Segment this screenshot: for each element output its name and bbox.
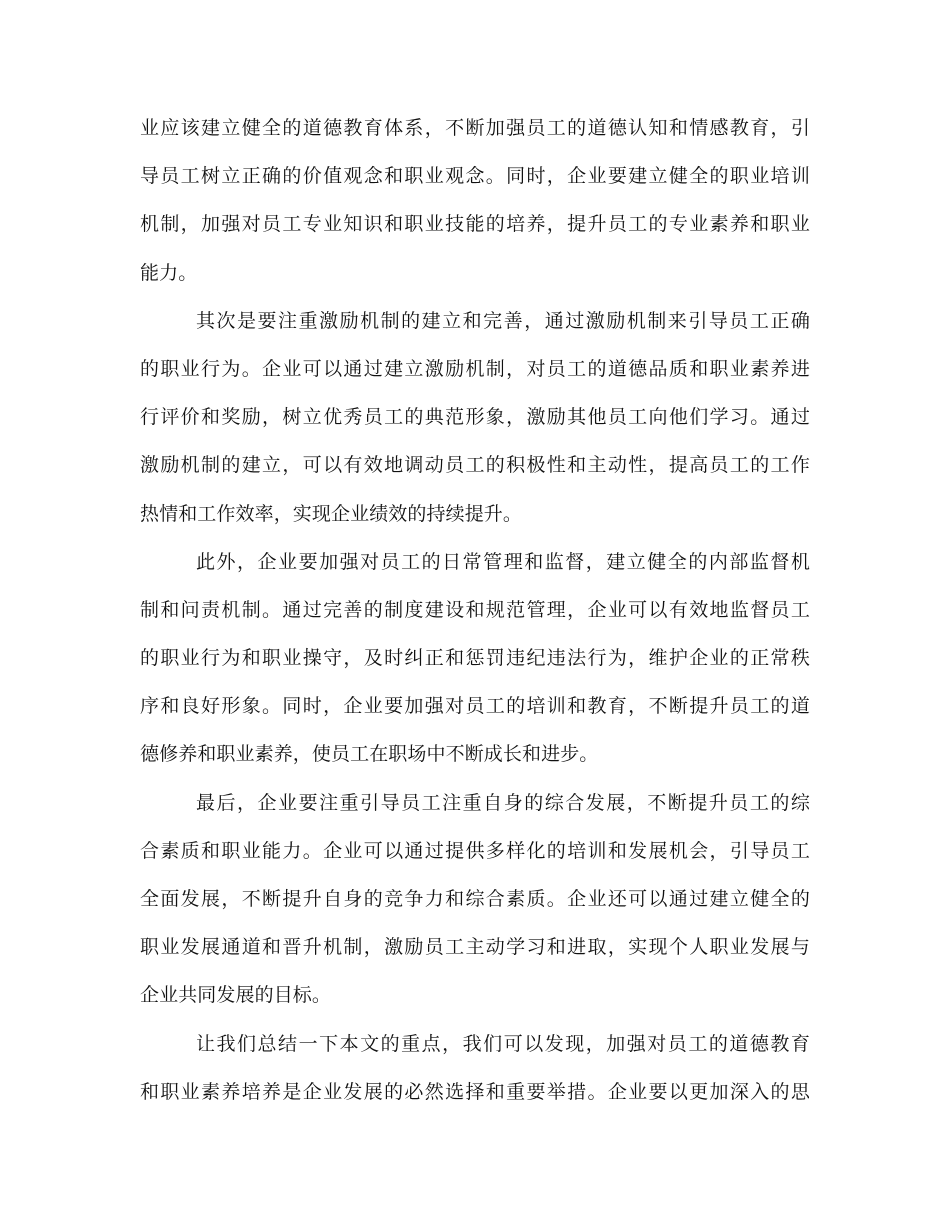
text-line: 激励机制的建立，可以有效地调动员工的积极性和主动性，提高员工的工作 (140, 454, 810, 477)
text-line: 导员工树立正确的价值观念和职业观念。同时，企业要建立健全的职业培训 (140, 165, 810, 188)
text-line: 业应该建立健全的道德教育体系，不断加强员工的道德认知和情感教育，引 (140, 117, 810, 139)
text-line: 德修养和职业素养，使员工在职场中不断成长和进步。 (140, 743, 599, 766)
text-line: 能力。 (140, 261, 198, 284)
text-line: 机制，加强对员工专业知识和职业技能的培养，提升员工的专业素养和职业 (140, 213, 810, 236)
text-line: 企业共同发展的目标。 (140, 984, 332, 1007)
text-line: 其次是要注重激励机制的建立和完善，通过激励机制来引导员工正确 (196, 309, 810, 332)
text-line: 全面发展，不断提升自身的竞争力和综合素质。企业还可以通过建立健全的 (140, 888, 810, 910)
text-line: 的职业行为。企业可以通过建立激励机制，对员工的道德品质和职业素养进 (140, 357, 810, 380)
text-line: 和职业素养培养是企业发展的必然选择和重要举措。企业要以更加深入的思 (140, 1080, 810, 1103)
text-line: 序和良好形象。同时，企业要加强对员工的培训和教育，不断提升员工的道 (140, 695, 810, 718)
text-line: 最后，企业要注重引导员工注重自身的综合发展，不断提升员工的综 (196, 791, 810, 814)
text-line: 的职业行为和职业操守，及时纠正和惩罚违纪违法行为，维护企业的正常秩 (140, 647, 810, 670)
text-line: 职业发展通道和晋升机制，激励员工主动学习和进取，实现个人职业发展与 (140, 936, 810, 959)
document-body (140, 104, 810, 1116)
text-line: 合素质和职业能力。企业可以通过提供多样化的培训和发展机会，引导员工 (140, 839, 810, 862)
text-line: 热情和工作效率，实现企业绩效的持续提升。 (140, 502, 523, 525)
text-line: 制和问责机制。通过完善的制度建设和规范管理，企业可以有效地监督员工 (140, 598, 810, 621)
text-line: 让我们总结一下本文的重点，我们可以发现，加强对员工的道德教育 (196, 1032, 810, 1055)
text-line: 此外，企业要加强对员工的日常管理和监督，建立健全的内部监督机 (196, 550, 810, 573)
text-line: 行评价和奖励，树立优秀员工的典范形象，激励其他员工向他们学习。通过 (140, 406, 810, 429)
